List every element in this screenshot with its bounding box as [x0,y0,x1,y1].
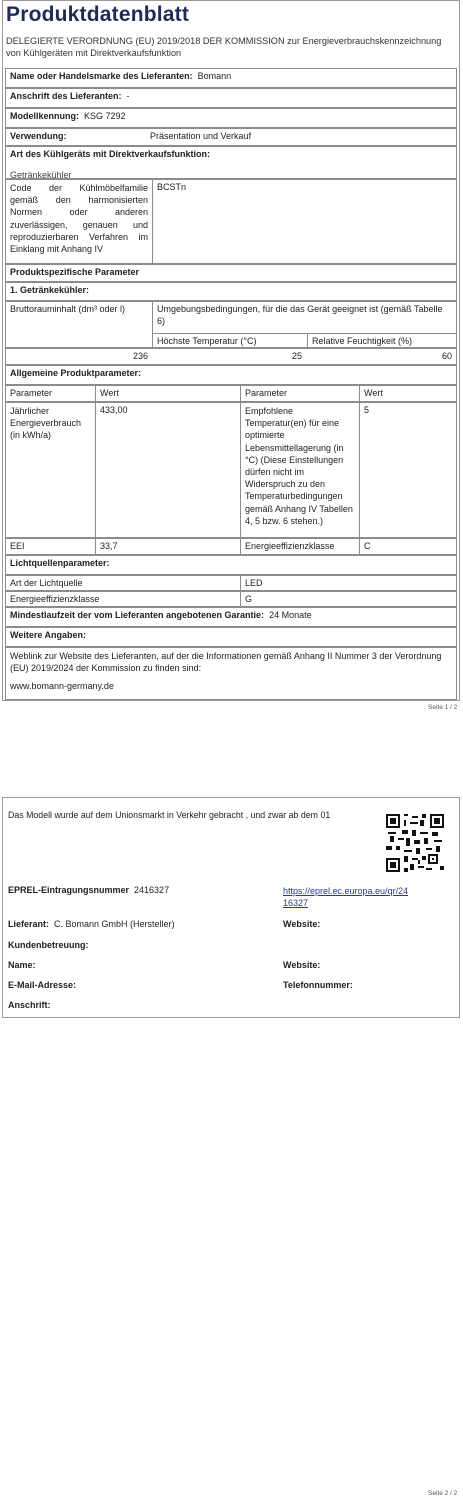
weblink-text: Weblink zur Website des Lieferanten, auf der die Informationen gemäß Anhang II Nummer 3 der Verordnung (EU) 2019/2024 der Kommission zu finden sind: [10,651,442,673]
further-info-row [5,627,457,647]
recommended-temp-label: Empfohlene Temperatur(en) für eine optimierte Lebensmittellagerung (in °C) (Diese Einstellungen dürfen nicht im Widerspruch zu den Temperaturbedingungen gemäß Anhang IV Tabellen 4, 5 bzw. 6 stehen.) [240,403,359,537]
supplier-name-label: Name oder Handelsmarke des Lieferanten: [10,71,193,81]
eprel-link-line-1[interactable]: https://eprel.ec.europa.eu/qr/24 [283,886,409,896]
light-type-label: Art der Lichtquelle [10,578,83,588]
light-type-row [5,575,457,591]
volume-ambient-values-row [5,348,457,365]
general-params-row [5,365,457,385]
eprel-number-line [8,885,169,897]
supplier-name-row [5,68,457,88]
model-label: Modellkennung: [10,111,79,121]
supplier-address-value: - [126,91,130,101]
family-code-label: Code der Kühlmöbelfamilie gemäß den harmonisierten Normen oder anderen zuverlässigen, genauen und reproduzierbaren Verfahren im Einklang mit Anhang IV [10,183,148,255]
general-table-header [5,385,457,402]
light-energy-class-label: Energieeffizienzklasse [10,594,100,604]
annual-energy-value: 433,00 [95,403,240,537]
family-code-value: BCSTn [152,180,456,263]
light-source-row [5,555,457,575]
max-temp-value: 25 [291,351,302,361]
energy-consumption-row [5,402,457,538]
gross-volume-label: Bruttorauminhalt (dm³ oder l) [10,304,126,314]
volume-ambient-row [5,301,457,348]
col-param-1: Parameter [10,388,53,398]
ambient-conditions-label: Umgebungsbedingungen, für die das Gerät geeignet ist (gemäß Tabelle 6) [157,304,443,326]
supplier-name-value: Bomann [197,71,232,81]
annual-energy-label: Jährlicher Energieverbrauch (in kWh/a) [10,406,82,441]
appliance-type-label: Art des Kühlgeräts mit Direktverkaufsfunktion: [10,149,211,159]
eei-row [5,538,457,555]
email-label: E-Mail-Adresse: [8,980,77,990]
eprel-link[interactable] [283,885,408,909]
family-code-row [5,179,457,264]
energy-class-label: Energieeffizienzklasse [240,539,359,554]
market-placement-text: Das Modell wurde auf dem Unionsmarkt in Verkehr gebracht , und zwar ab dem 01 [8,810,331,820]
light-energy-class-row [5,591,457,607]
further-info-heading: Weitere Angaben: [10,630,87,640]
general-params-heading: Allgemeine Produktparameter: [10,368,142,378]
qr-code-icon[interactable] [386,814,444,872]
page-title: Produktdatenblatt [6,3,190,26]
appliance-type-row [5,146,457,179]
energy-class-value: C [359,539,456,554]
eei-value: 33,7 [95,539,240,554]
page-number-2: Seite 2 / 2 [428,1490,458,1497]
eprel-label: EPREL-Eintragungsnummer [8,885,130,895]
beverage-cooler-row [5,282,457,301]
address-label: Anschrift: [8,1000,51,1010]
name-label: Name: [8,960,36,970]
supplier-label: Lieferant: [8,919,50,929]
product-params-row [5,264,457,282]
usage-row [5,128,457,146]
regulation-subtitle: DELEGIERTE VERORDNUNG (EU) 2019/2018 DER KOMMISSION zur Energieverbrauchskennzeichnung von Kühlgeräten mit Direktverkaufsfunktion [6,36,442,58]
model-row [5,108,457,128]
customer-service-label: Kundenbetreuung: [8,940,89,950]
supplier-website-link[interactable]: www.bomann-germany.de [10,681,114,691]
col-param-2: Parameter [240,386,359,401]
usage-value: Präsentation und Verkauf [150,131,252,141]
warranty-value: 24 Monate [269,610,312,620]
supplier-line [8,919,175,931]
appliance-type-value: Getränkekühler [10,169,72,178]
col-value-1: Wert [95,386,240,401]
product-params-heading: Produktspezifische Parameter [10,267,140,277]
supplier-address-label: Anschrift des Lieferanten: [10,91,122,101]
page-number-1: Seite 1 / 2 [428,704,458,711]
recommended-temp-value: 5 [359,403,456,537]
max-temp-label: Höchste Temperatur (°C) [157,336,257,346]
beverage-cooler-heading: 1. Getränkekühler: [10,285,90,295]
warranty-label: Mindestlaufzeit der vom Lieferanten angebotenen Garantie: [10,610,265,620]
rel-humidity-value: 60 [441,351,452,361]
eprel-value: 2416327 [134,885,170,895]
model-value: KSG 7292 [84,111,126,121]
supplier-address-row [5,88,457,108]
warranty-row [5,607,457,627]
light-energy-class-value: G [240,592,456,606]
phone-label: Telefonnummer: [283,980,353,990]
weblink-row [5,647,457,700]
supplier-value: C. Bomann GmbH (Hersteller) [54,919,175,929]
rel-humidity-label: Relative Feuchtigkeit (%) [307,334,456,347]
website-label-1: Website: [283,919,321,929]
light-source-heading: Lichtquellenparameter: [10,558,110,568]
light-type-value: LED [240,576,456,590]
gross-volume-value: 236 [132,351,148,361]
eprel-link-line-2[interactable]: 16327 [283,898,309,908]
website-label-2: Website: [283,960,321,970]
col-value-2: Wert [359,386,456,401]
usage-label: Verwendung: [10,131,67,141]
eei-label: EEI [10,541,25,551]
